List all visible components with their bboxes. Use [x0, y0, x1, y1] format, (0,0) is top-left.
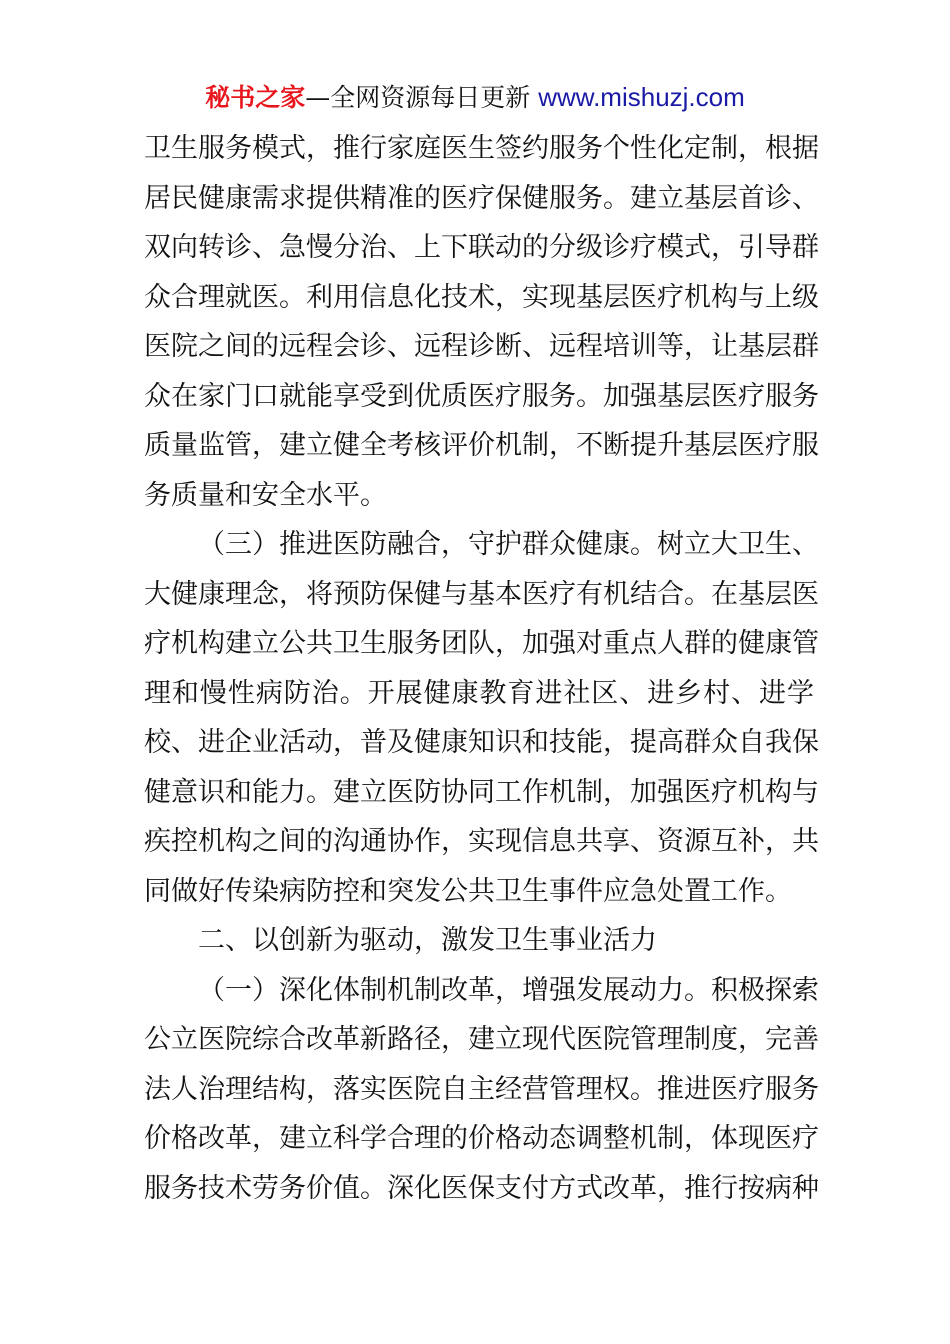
section-heading: 二、以创新为驱动，激发卫生事业活力: [198, 925, 657, 956]
text-line: 医院之间的远程会诊、远程诊断、远程培训等，让基层群: [144, 331, 819, 362]
text-line: 校、进企业活动，普及健康知识和技能，提高群众自我保: [144, 727, 819, 758]
site-brand: 秘书之家: [205, 83, 306, 112]
text-line: 众合理就医。利用信息化技术，实现基层医疗机构与上级: [144, 281, 819, 313]
paragraph-start-line: （三）推进医防融合，守护群众健康。树立大卫生、: [198, 529, 819, 560]
site-url-link[interactable]: www.mishuzj.com: [538, 82, 745, 112]
text-line: 法人治理结构，落实医院自主经营管理权。推进医疗服务: [144, 1073, 819, 1105]
text-line: 服务技术劳务价值。深化医保支付方式改革，推行按病种: [144, 1172, 819, 1204]
text-line: 疗机构建立公共卫生服务团队，加强对重点人群的健康管: [144, 628, 819, 659]
text-line: 众在家门口就能享受到优质医疗服务。加强基层医疗服务: [144, 380, 819, 412]
text-line: 卫生服务模式，推行家庭医生签约服务个性化定制，根据: [144, 133, 819, 164]
text-line: 居民健康需求提供精准的医疗保健服务。建立基层首诊、: [144, 182, 819, 214]
text-line: 同做好传染病防控和突发公共卫生事件应急处置工作。: [144, 875, 792, 907]
text-line: 务质量和安全水平。: [144, 479, 387, 511]
text-line: 质量监管，建立健全考核评价机制，不断提升基层医疗服: [144, 430, 819, 461]
site-header: [0, 80, 950, 115]
text-line: 疾控机构之间的沟通协作，实现信息共享、资源互补，共: [144, 826, 819, 857]
text-line: 公立医院综合改革新路径，建立现代医院管理制度，完善: [144, 1024, 819, 1055]
text-line: 理和慢性病防治。开展健康教育进社区、进乡村、进学: [144, 677, 814, 709]
text-line: 大健康理念，将预防保健与基本医疗有机结合。在基层医: [144, 578, 819, 610]
text-line: 双向转诊、急慢分治、上下联动的分级诊疗模式，引导群: [144, 232, 819, 263]
text-line: 健意识和能力。建立医防协同工作机制，加强医疗机构与: [144, 776, 819, 808]
text-line: 价格改革，建立科学合理的价格动态调整机制，体现医疗: [144, 1123, 819, 1154]
site-tagline: —全网资源每日更新: [305, 83, 539, 112]
paragraph-start-line: （一）深化体制机制改革，增强发展动力。积极探索: [198, 974, 819, 1006]
